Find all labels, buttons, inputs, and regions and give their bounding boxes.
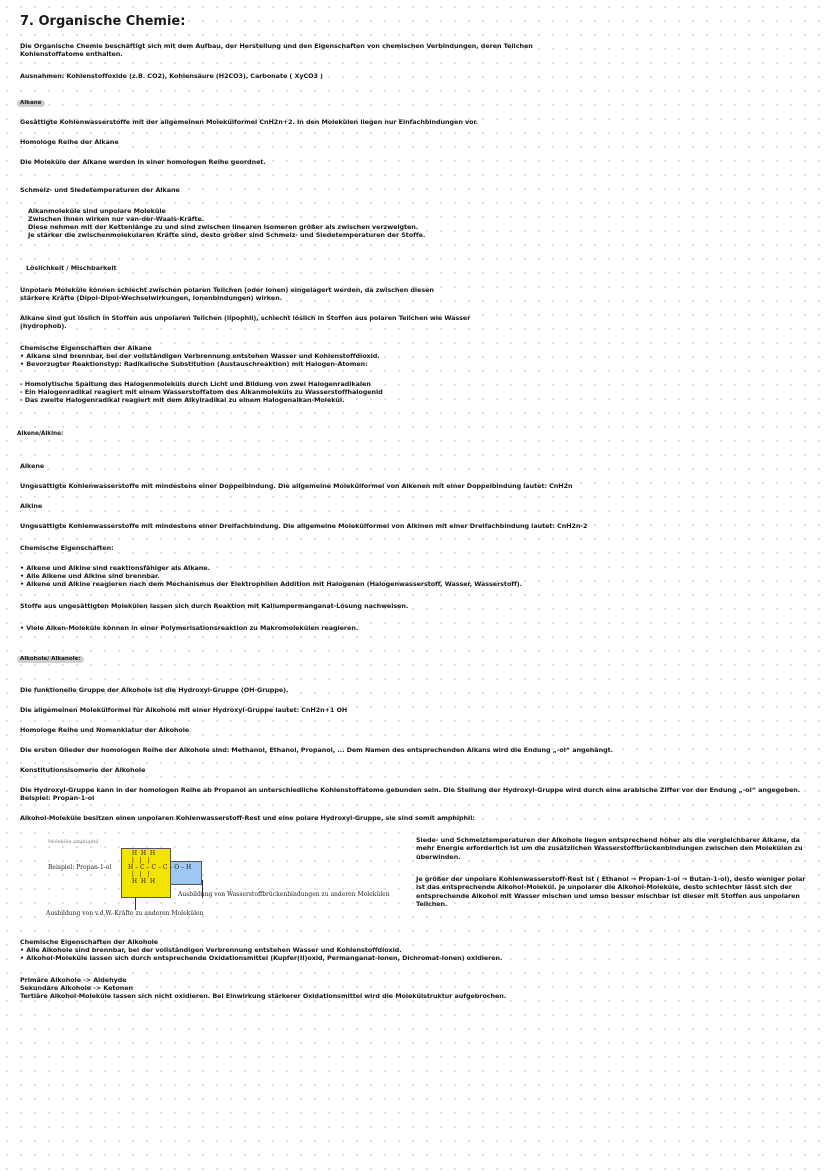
figure-caption-vdw: Ausbildung von v.d.W.-Kräfte zu anderen Molekülen	[46, 910, 204, 917]
alkohol-homolog-heading: Homologe Reihe und Nomenklatur der Alkohole	[20, 726, 190, 734]
alkene-text: Ungesättigte Kohlenwasserstoffe mit mindestens einer Doppelbindung. Die allgemeine Molekülformel von Alkenen mit einer Doppelbindung lautet: CnH2n	[20, 482, 573, 490]
alkane-reaction-step: - Ein Halogenradikal reagiert mit einem Wasserstoffatom des Alkanmoleküls zu Wasserstoffhalogenid	[20, 388, 383, 396]
alkene-chem-point: • Alkene und Alkine reagieren nach dem Mechanismus der Elektrophilen Addition mit Halogenen (Halogenwasserstoff, Wasser, Wasserstoff).	[20, 580, 522, 588]
alkene-detection: Stoffe aus ungesättigten Molekülen lassen sich durch Reaktion mit Kaliumpermanganat-Lösung nachweisen.	[20, 602, 409, 610]
alkane-homolog-text: Die Moleküle der Alkane werden in einer homologen Reihe geordnet.	[20, 158, 266, 166]
alkohol-isomer-text: Die Hydroxyl-Gruppe kann in der homologen Reihe ab Propanol an unterschiedliche Kohlenstoffatome gebunden sein. Die Stellung der Hydroxyl-Gruppe wird durch eine arabische Ziffer vor der Endung „-ol“ angegeben.	[20, 786, 801, 794]
arrow-vdw	[135, 897, 136, 910]
alkane-chem-point: • Bevorzugter Reaktionstyp: Radikalische Substitution (Austauschreaktion) mit Halogen-Atomen:	[20, 360, 368, 368]
alkene-polymer: • Viele Alken-Moleküle können in einer Polymerisationsreaktion zu Makromolekülen reagieren.	[20, 624, 359, 632]
alkine-text: Ungesättigte Kohlenwasserstoffe mit mindestens einer Dreifachbindung. Die allgemeine Molekülformel von Alkinen mit einer Dreifachbindung lautet: CnH2n-2	[20, 522, 588, 530]
alkane-chem-heading: Chemische Eigenschaften der Alkane	[20, 344, 152, 352]
alkohol-amphiphil: Alkohol-Moleküle besitzen einen unpolaren Kohlenwasserstoff-Rest und eine polare Hydroxyl-Gruppe, sie sind somit amphiphil:	[20, 814, 475, 822]
alkane-melting-point: Alkanmoleküle sind unpolare Moleküle	[28, 207, 166, 215]
page-title: 7. Organische Chemie:	[20, 14, 186, 29]
alkohol-chem-point: • Alkohol-Moleküle lassen sich durch entsprechende Oxidationsmittel (Kupfer(II)oxid, Permanganat-Ionen, Dichromat-Ionen) oxidieren.	[20, 954, 503, 962]
alkane-melting-point: Zwischen ihnen wirken nur van-der-Waals-Kräfte.	[28, 215, 205, 223]
alkane-chem-point: • Alkane sind brennbar, bei der vollständigen Verbrennung entstehen Wasser und Kohlenstoffdioxid.	[20, 352, 380, 360]
alkane-definition: Gesättigte Kohlenwasserstoffe mit der allgemeinen Molekülformel CnH2n+2. In den Molekülen liegen nur Einfachbindungen vor.	[20, 118, 479, 126]
alkane-melting-heading: Schmelz- und Siedetemperaturen der Alkane	[20, 186, 180, 194]
alkane-solubility-text-1a: Unpolare Moleküle können schlecht zwischen polaren Teilchen (oder Ionen) eingelagert werden, da zwischen diesen	[20, 286, 434, 294]
alkene-chem-point: • Alkene und Alkine sind reaktionsfähiger als Alkane.	[20, 564, 210, 572]
alkane-melting-point: Diese nehmen mit der Kettenlänge zu und sind zwischen linearen Isomeren größer als zwischen verzweigten.	[28, 223, 419, 231]
alkene-chem-point: • Alle Alkene und Alkine sind brennbar.	[20, 572, 160, 580]
figure-caption-top: Moleküle amphiphil	[48, 839, 99, 845]
section-heading-alkene: Alkene/Alkine:	[17, 431, 64, 437]
alkohol-isomer-example: Beispiel: Propan-1-ol	[20, 794, 95, 802]
molecule-structure: H H H | | | H – C – C – C – O – H | | | H H H	[128, 850, 192, 885]
alkene-heading: Alkene	[20, 462, 45, 470]
section-heading-alkohole: Alkohole/ Alkanole:	[17, 656, 84, 663]
intro-line-2: Kohlenstoffatome enthalten.	[20, 50, 123, 58]
alkohol-formula: Die allgemeinen Molekülformel für Alkohole mit einer Hydroxyl-Gruppe lautet: CnH2n+1 OH	[20, 706, 348, 714]
alkohol-boiling-text: Siede- und Schmelztemperaturen der Alkohole liegen entsprechend höher als die vergleichbarer Alkane, da mehr Energie erforderlich ist um die zusätzlichen Wasserstoffbrückenbindungen zwischen den Molekülen zu überwinden.	[416, 836, 803, 861]
alkohol-chem-heading: Chemische Eigenschaften der Alkohole	[20, 938, 159, 946]
intro-line-1: Die Organische Chemie beschäftigt sich mit dem Aufbau, der Herstellung und den Eigenschaften von chemischen Verbindungen, deren Teilchen	[20, 42, 533, 50]
alkine-heading: Alkine	[20, 502, 43, 510]
alkane-solubility-text-1b: stärkere Kräfte (Dipol-Dipol-Wechselwirkungen, Ionenbindungen) wirken.	[20, 294, 282, 302]
alkane-homolog-heading: Homologe Reihe der Alkane	[20, 138, 119, 146]
section-heading-alkane: Alkane	[17, 100, 45, 107]
alkane-solubility-text-2a: Alkane sind gut löslich in Stoffen aus unpolaren Teilchen (lipophil), schlecht löslich in Stoffen aus polaren Teilchen wie Wasser	[20, 314, 471, 322]
alkohol-chem-point: • Alle Alkohole sind brennbar, bei der vollständigen Verbrennung entstehen Wasser und Kohlenstoffdioxid.	[20, 946, 402, 954]
alkohol-isomer-heading: Konstitutionsisomerie der Alkohole	[20, 766, 146, 774]
alkohol-polarity-text: Je größer der unpolare Kohlenwasserstoff-Rest ist ( Ethanol → Propan-1-ol → Butan-1-ol), desto weniger polar ist das entsprechende Alkohol-Molekül. Je unpolarer die Alkohol-Moleküle, desto schlechter lässt sich der entsprechende Alkohol mit Wasser mischen und umso besser mischbar ist dieser mit Stoffen aus unpolaren Teilchen.	[416, 875, 806, 908]
alkane-reaction-step: - Homolytische Spaltung des Halogenmoleküls durch Licht und Bildung von zwei Halogenradikalen	[20, 380, 371, 388]
alkane-solubility-heading: Löslichkeit / Mischbarkeit	[26, 264, 117, 272]
propanol-figure	[20, 840, 410, 925]
figure-caption-hbond: Ausbildung von Wasserstoffbrückenbindungen zu anderen Molekülen	[178, 891, 390, 898]
alkohol-oxidation: Tertiäre Alkohol-Moleküle lassen sich nicht oxidieren. Bei Einwirkung stärkerer Oxidationsmittel wird die Molekülstruktur aufgebrochen.	[20, 992, 507, 1000]
intro-exceptions: Ausnahmen: Kohlenstoffoxide (z.B. CO2), Kohlensäure (H2CO3), Carbonate ( XyCO3 )	[20, 72, 323, 80]
alkene-chem-heading: Chemische Eigenschaften:	[20, 544, 114, 552]
alkohol-functional-group: Die funktionelle Gruppe der Alkohole ist die Hydroxyl-Gruppe (OH-Gruppe).	[20, 686, 289, 694]
alkane-melting-point: Je stärker die zwischenmolekularen Kräfte sind, desto größer sind Schmelz- und Siedetemperaturen der Stoffe.	[28, 231, 426, 239]
figure-example-label: Beispiel: Propan-1-ol	[48, 864, 112, 871]
alkohol-oxidation: Sekundäre Alkohole -> Ketonen	[20, 984, 134, 992]
alkohol-homolog-text: Die ersten Glieder der homologen Reihe der Alkohole sind: Methanol, Ethanol, Propanol, ... Dem Namen des entsprechenden Alkans wird die Endung „-ol“ angehängt.	[20, 746, 613, 754]
alkohol-oxidation: Primäre Alkohole -> Aldehyde	[20, 976, 127, 984]
alkane-solubility-text-2b: (hydrophob).	[20, 322, 67, 330]
alkane-reaction-step: - Das zweite Halogenradikal reagiert mit dem Alkylradikal zu einem Halogenalkan-Molekül.	[20, 396, 345, 404]
